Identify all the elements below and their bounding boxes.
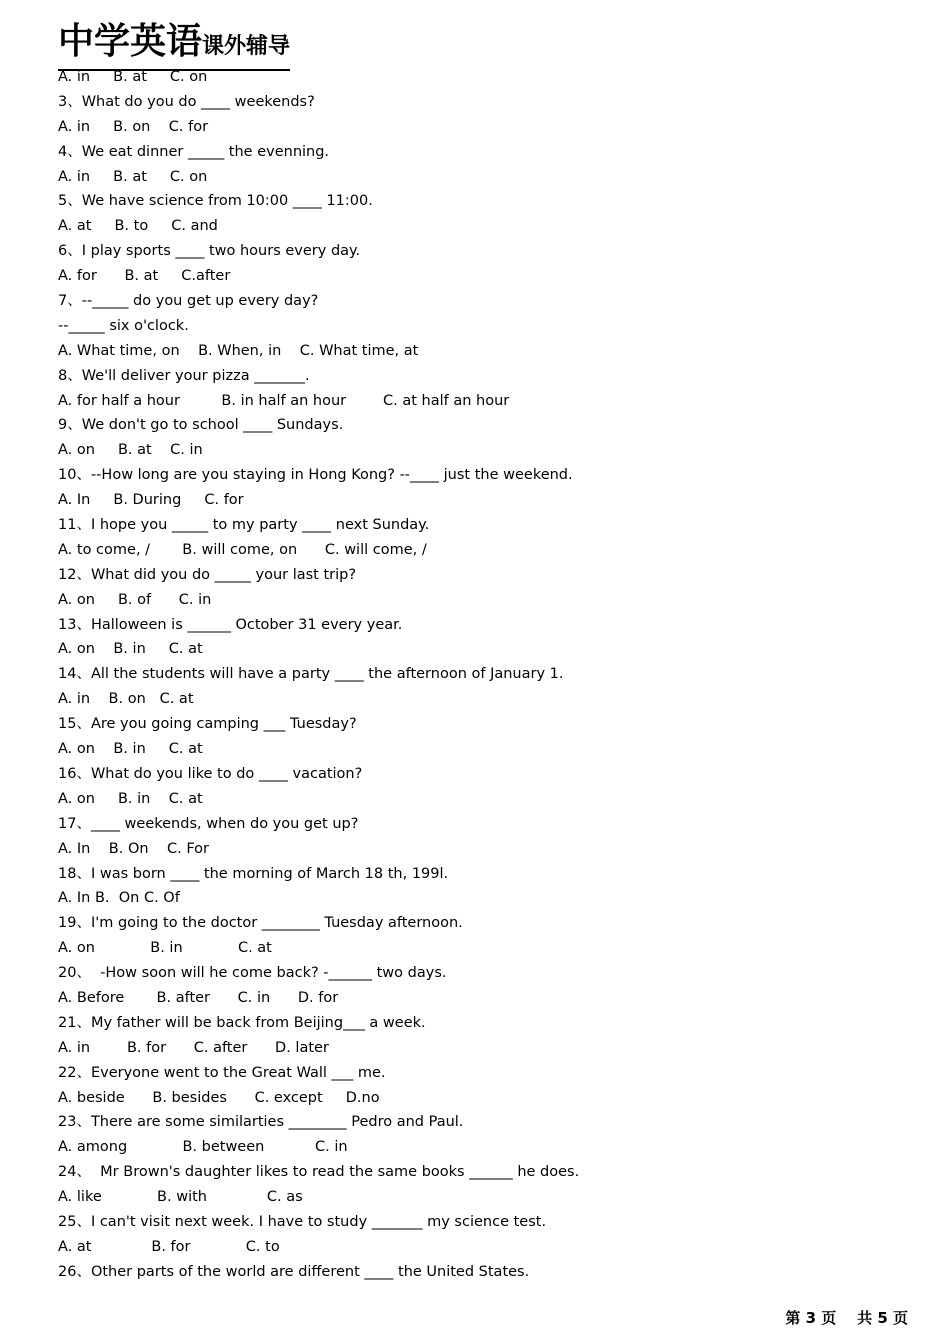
exercise-line: 19、I'm going to the doctor ________ Tuesday afternoon. (58, 915, 463, 932)
exercise-line: 13、Halloween is ______ October 31 every year. (58, 616, 403, 633)
exercise-line: A. In B. On C. For (58, 840, 209, 857)
exercise-line: 15、Are you going camping ___ Tuesday? (58, 716, 357, 733)
exercise-line: 6、I play sports ____ two hours every day. (58, 243, 361, 260)
exercise-line: 11、I hope you _____ to my party ____ next Sunday. (58, 517, 430, 534)
exercise-line: A. at B. for C. to (58, 1238, 280, 1255)
exercise-line: 21、My father will be back from Beijing___ a week. (58, 1014, 426, 1031)
exercise-line: 9、We don't go to school ____ Sundays. (58, 417, 344, 434)
exercise-line: 10、--How long are you staying in Hong Kong? --____ just the weekend. (58, 467, 573, 484)
exercise-line: A. In B. During C. for (58, 492, 244, 509)
exercise-line: 17、____ weekends, when do you get up? (58, 815, 359, 832)
exercise-line: A. in B. for C. after D. later (58, 1039, 329, 1056)
exercise-line: A. What time, on B. When, in C. What time, at (58, 342, 419, 359)
exercise-content (58, 65, 918, 1285)
header-title-small: 课外辅导 (202, 34, 291, 59)
exercise-line: A. Before B. after C. in D. for (58, 989, 339, 1006)
exercise-line: 25、I can't visit next week. I have to study _______ my science test. (58, 1213, 547, 1230)
exercise-line: A. on B. in C. at (58, 940, 272, 957)
exercise-line: A. beside B. besides C. except D.no (58, 1089, 380, 1106)
exercise-line: 22、Everyone went to the Great Wall ___ me. (58, 1064, 386, 1081)
exercise-line: 18、I was born ____ the morning of March 18 th, 199l. (58, 865, 449, 882)
exercise-line: A. In B. On C. Of (58, 890, 180, 907)
exercise-line: 7、--_____ do you get up every day? (58, 293, 319, 310)
exercise-line: 26、Other parts of the world are different ____ the United States. (58, 1263, 530, 1280)
exercise-line: 20、 -How soon will he come back? -______ two days. (58, 965, 447, 982)
exercise-line: 14、All the students will have a party ____ the afternoon of January 1. (58, 666, 564, 683)
exercise-line: 8、We'll deliver your pizza _______. (58, 367, 310, 384)
exercise-line: 3、What do you do ____ weekends? (58, 93, 315, 110)
exercise-line: A. at B. to C. and (58, 218, 218, 235)
exercise-line: A. for half a hour B. in half an hour C. at half an hour (58, 392, 510, 409)
exercise-line: A. for B. at C.after (58, 268, 231, 285)
exercise-line: 12、What did you do _____ your last trip? (58, 566, 357, 583)
exercise-line: A. in B. at C. on (58, 168, 208, 185)
exercise-line: A. in B. on C. for (58, 118, 209, 135)
exercise-line: 4、We eat dinner _____ the evenning. (58, 143, 330, 160)
exercise-line: 24、 Mr Brown's daughter likes to read the same books ______ he does. (58, 1164, 580, 1181)
exercise-line: A. among B. between C. in (58, 1139, 348, 1156)
exercise-line: A. on B. in C. at (58, 741, 203, 758)
exercise-line: 16、What do you like to do ____ vacation? (58, 765, 363, 782)
exercise-line: A. on B. at C. in (58, 442, 203, 459)
exercise-line: A. in B. on C. at (58, 691, 194, 708)
exercise-line: --_____ six o'clock. (58, 317, 189, 334)
exercise-line: 23、There are some similarties ________ Pedro and Paul. (58, 1114, 464, 1131)
exercise-line: A. to come, / B. will come, on C. will come, / (58, 541, 427, 558)
exercise-line: A. on B. in C. at (58, 641, 203, 658)
exercise-line: 5、We have science from 10:00 ____ 11:00. (58, 193, 373, 210)
header-title-large: 中学英语 (58, 21, 203, 62)
exercise-line: A. on B. of C. in (58, 591, 212, 608)
page-header (58, 22, 290, 71)
page-number-footer: 第 3 页 共 5 页 (785, 1309, 908, 1327)
exercise-line: A. on B. in C. at (58, 790, 203, 807)
exercise-line: A. like B. with C. as (58, 1189, 303, 1206)
exercise-line: A. in B. at C. on (58, 69, 208, 85)
